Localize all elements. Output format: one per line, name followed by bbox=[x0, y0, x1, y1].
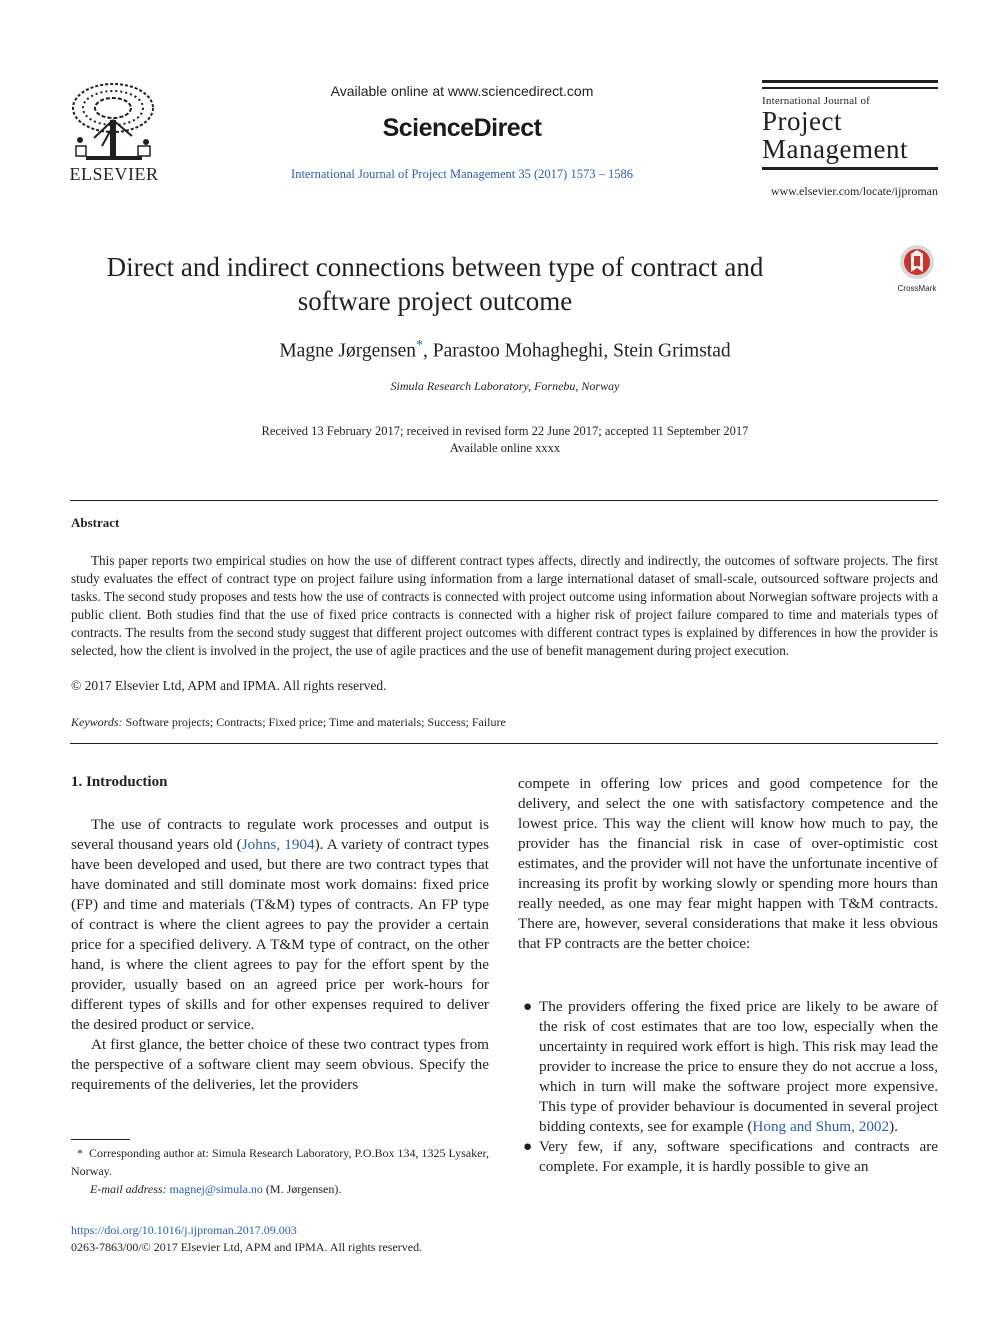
masthead-rule bbox=[762, 80, 938, 83]
abstract-copyright: © 2017 Elsevier Ltd, APM and IPMA. All rights reserved. bbox=[71, 678, 387, 693]
keywords bbox=[71, 715, 506, 730]
email-link[interactable]: magnej@simula.no bbox=[169, 1182, 263, 1196]
journal-url[interactable]: www.elsevier.com/locate/ijproman bbox=[770, 184, 938, 198]
list-item bbox=[518, 997, 938, 1137]
list-item-text: Very few, if any, software specifications and contracts are complete. For example, it is hardly possible to give an bbox=[539, 1138, 938, 1175]
author-1[interactable]: Magne Jørgensen bbox=[279, 340, 416, 362]
citation-link[interactable]: Hong and Shum, 2002 bbox=[752, 1118, 890, 1135]
paragraph: At first glance, the better choice of these two contract types from the perspective of a software client may seem obvious. Specify the requirements of the deliveries, let the providers bbox=[71, 1036, 489, 1093]
divider bbox=[70, 500, 938, 501]
article-dates bbox=[70, 423, 940, 457]
bullet-icon: ● bbox=[523, 998, 533, 1015]
received-dates: Received 13 February 2017; received in revised form 22 June 2017; accepted 11 September 2017 bbox=[261, 424, 749, 438]
crossmark-badge[interactable] bbox=[896, 244, 938, 293]
bullet-icon: ● bbox=[523, 1138, 533, 1155]
citation-link[interactable]: Johns, 1904 bbox=[241, 836, 315, 853]
article-title bbox=[70, 250, 800, 318]
masthead-rule bbox=[762, 167, 938, 170]
journal-reference-link[interactable]: International Journal of Project Management 35 (2017) 1573 – 1586 bbox=[291, 167, 633, 181]
available-date: Available online xxxx bbox=[449, 441, 561, 455]
paragraph-text: The use of contracts to regulate work processes and output is several thousand years old ( bbox=[71, 816, 489, 853]
footnote-star: * bbox=[77, 1146, 83, 1160]
abstract-text: This paper reports two empirical studies on how the use of different contract types affects, directly and indirectly, the outcomes of software projects. The first study evaluates the effect of contract type on project failure using information from a large international dataset of small-scale, outsourced software projects and tasks. The second study proposes and tests how the use of contracts is connected with project outcome using information about Norwegian software projects with a public client. Both studies find that the use of fixed price contracts is connected with a higher risk of project failure compared to time and materials types of contracts. The results from the second study suggest that different project outcomes with different contract types is explained by differences in how the provider is selected, how the client is involved in the project, the use of agile practices and the use of benefit management during project execution. bbox=[71, 553, 938, 658]
right-column bbox=[518, 774, 938, 954]
paragraph: compete in offering low prices and good competence for the delivery, and select the one with satisfactory competence and the lowest price. This way the client will know how much to pay, the provider has the financial risk in case of over-optimistic cost estimates, and the provider will not have the unfortunate incentive of increasing its profit by working slowly or spending more hours than really needed, as one may fear might happen with T&M contracts. There are, however, several considerations that make it less obvious that FP contracts are the better choice: bbox=[518, 775, 938, 952]
bullet-list bbox=[518, 997, 938, 1177]
footnote-text: Corresponding author at: Simula Research Laboratory, P.O.Box 134, 1325 Lysaker, Norway. bbox=[71, 1146, 490, 1178]
author-list bbox=[70, 338, 940, 363]
journal-name-big-1: Project bbox=[762, 105, 842, 136]
tree-icon bbox=[66, 80, 162, 164]
divider bbox=[70, 743, 938, 744]
corresponding-star[interactable]: * bbox=[416, 338, 423, 353]
sciencedirect-brand[interactable]: ScienceDirect bbox=[382, 114, 542, 142]
email-note bbox=[71, 1180, 489, 1198]
paragraph bbox=[71, 815, 489, 1035]
title-line-1: Direct and indirect connections between type of contract and bbox=[106, 252, 764, 282]
affiliation: Simula Research Laboratory, Fornebu, Norway bbox=[390, 379, 620, 393]
email-label: E-mail address: bbox=[90, 1182, 167, 1196]
author-rest: , Parastoo Mohagheghi, Stein Grimstad bbox=[423, 340, 731, 362]
masthead-rule bbox=[762, 87, 938, 89]
footnote-rule bbox=[71, 1139, 130, 1140]
title-line-2: software project outcome bbox=[297, 286, 573, 316]
crossmark-icon bbox=[896, 244, 938, 280]
journal-masthead bbox=[762, 80, 938, 170]
email-owner: (M. Jørgensen). bbox=[265, 1182, 342, 1196]
crossmark-label: CrossMark bbox=[897, 284, 937, 293]
issn-copyright: 0263-7863/00/© 2017 Elsevier Ltd, APM and IPMA. All rights reserved. bbox=[71, 1240, 423, 1254]
journal-name-big-2: Management bbox=[762, 133, 908, 164]
publisher-name: ELSEVIER bbox=[69, 164, 159, 184]
footnote bbox=[71, 1144, 489, 1198]
corresponding-note bbox=[71, 1144, 489, 1180]
available-online-text: Available online at www.sciencedirect.com bbox=[330, 83, 594, 99]
abstract-heading: Abstract bbox=[71, 515, 120, 530]
doi-link[interactable]: https://doi.org/10.1016/j.ijproman.2017.09.003 bbox=[71, 1223, 297, 1237]
keywords-label: Keywords: bbox=[71, 715, 123, 729]
list-item-text: The providers offering the fixed price are likely to be aware of the risk of cost estimates that are too low, especially when the uncertainty in required work effort is high. This risk may lead the provider to increase the price to ensure they do not accrue a loss, which in turn will make the software project more expensive. This type of provider behaviour is documented in several project bidding contexts, see for example ( bbox=[539, 998, 938, 1135]
left-column bbox=[71, 815, 489, 1095]
paragraph-text: ). A variety of contract types have been developed and used, but there are two contract types that have dominated and still dominate most work domains: fixed price (FP) and time and materials (T&M) types of contracts. An FP type of contract is where the client agrees to pay the provider a certain price for a specified delivery. A T&M type of contract, on the other hand, is where the client agrees to pay for the effort spent by the provider, usually based on an agreed price per work-hours for different types of skills and for other expenses required to deliver the desired product or service. bbox=[71, 836, 489, 1033]
abstract-body bbox=[71, 552, 938, 660]
list-item-text: ). bbox=[889, 1118, 898, 1135]
section-heading: 1. Introduction bbox=[71, 774, 168, 790]
journal-name-small: International Journal of bbox=[762, 94, 871, 107]
list-item bbox=[518, 1137, 938, 1177]
keywords-list: Software projects; Contracts; Fixed price; Time and materials; Success; Failure bbox=[125, 715, 506, 729]
